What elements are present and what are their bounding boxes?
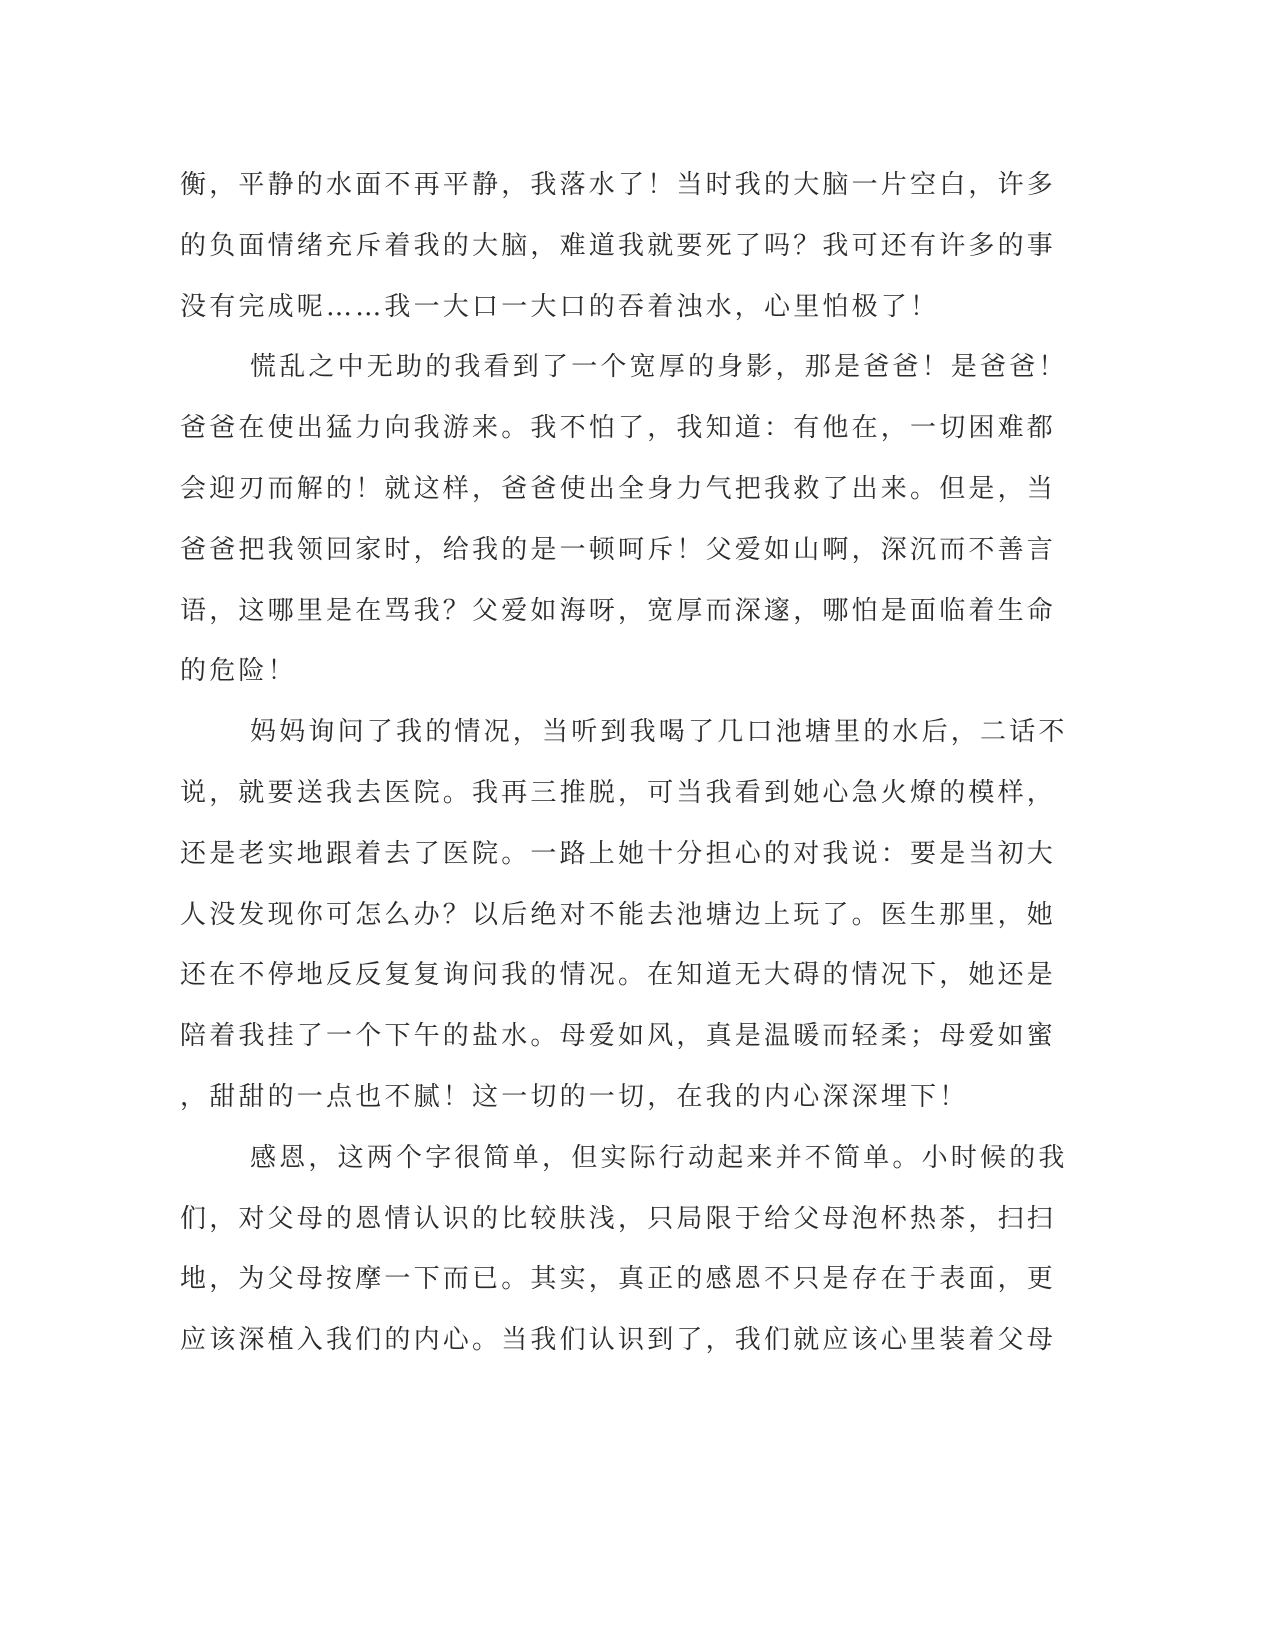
text-line: 说，就要送我去医院。我再三推脱，可当我看到她心急火燎的模样， [180, 777, 1057, 808]
text-line: 还是老实地跟着去了医院。一路上她十分担心的对我说：要是当初大 [180, 838, 1057, 869]
text-line: 人没发现你可怎么办？以后绝对不能去池塘边上玩了。医生那里，她 [180, 899, 1057, 930]
text-line: 们，对父母的恩情认识的比较肤浅，只局限于给父母泡杯热茶，扫扫 [180, 1203, 1057, 1234]
text-line: 地，为父母按摩一下而已。其实，真正的感恩不只是存在于表面，更 [180, 1264, 1057, 1295]
paragraph-start-line: 感恩，这两个字很简单，但实际行动起来并不简单。小时候的我 [250, 1142, 1068, 1173]
text-line: 的负面情绪充斥着我的大脑，难道我就要死了吗？我可还有许多的事 [180, 230, 1057, 261]
text-line: ，甜甜的一点也不腻！这一切的一切，在我的内心深深埋下！ [180, 1081, 969, 1112]
text-line: 还在不停地反反复复询问我的情况。在知道无大碍的情况下，她还是 [180, 960, 1057, 991]
text-line: 应该深植入我们的内心。当我们认识到了，我们就应该心里装着父母 [180, 1325, 1057, 1356]
text-line: 陪着我挂了一个下午的盐水。母爱如风，真是温暖而轻柔；母爱如蜜 [180, 1021, 1057, 1052]
text-line: 会迎刃而解的！就这样，爸爸使出全身力气把我救了出来。但是，当 [180, 473, 1057, 504]
text-line: 爸爸把我领回家时，给我的是一顿呵斥！父爱如山啊，深沉而不善言 [180, 534, 1057, 565]
body-text [180, 155, 1068, 1371]
paragraph-start-line: 妈妈询问了我的情况，当听到我喝了几口池塘里的水后，二话不 [250, 717, 1068, 748]
text-line: 语，这哪里是在骂我？父爱如海呀，宽厚而深邃，哪怕是面临着生命 [180, 595, 1057, 626]
paragraph-start-line: 慌乱之中无助的我看到了一个宽厚的身影，那是爸爸！是爸爸！ [250, 352, 1068, 383]
text-line: 衡，平静的水面不再平静，我落水了！当时我的大脑一片空白，许多 [180, 170, 1057, 200]
text-line: 爸爸在使出猛力向我游来。我不怕了，我知道：有他在，一切困难都 [180, 413, 1057, 444]
text-line: 没有完成呢……我一大口一大口的吞着浊水，心里怕极了！ [180, 291, 940, 322]
text-line: 的危险！ [180, 656, 297, 687]
